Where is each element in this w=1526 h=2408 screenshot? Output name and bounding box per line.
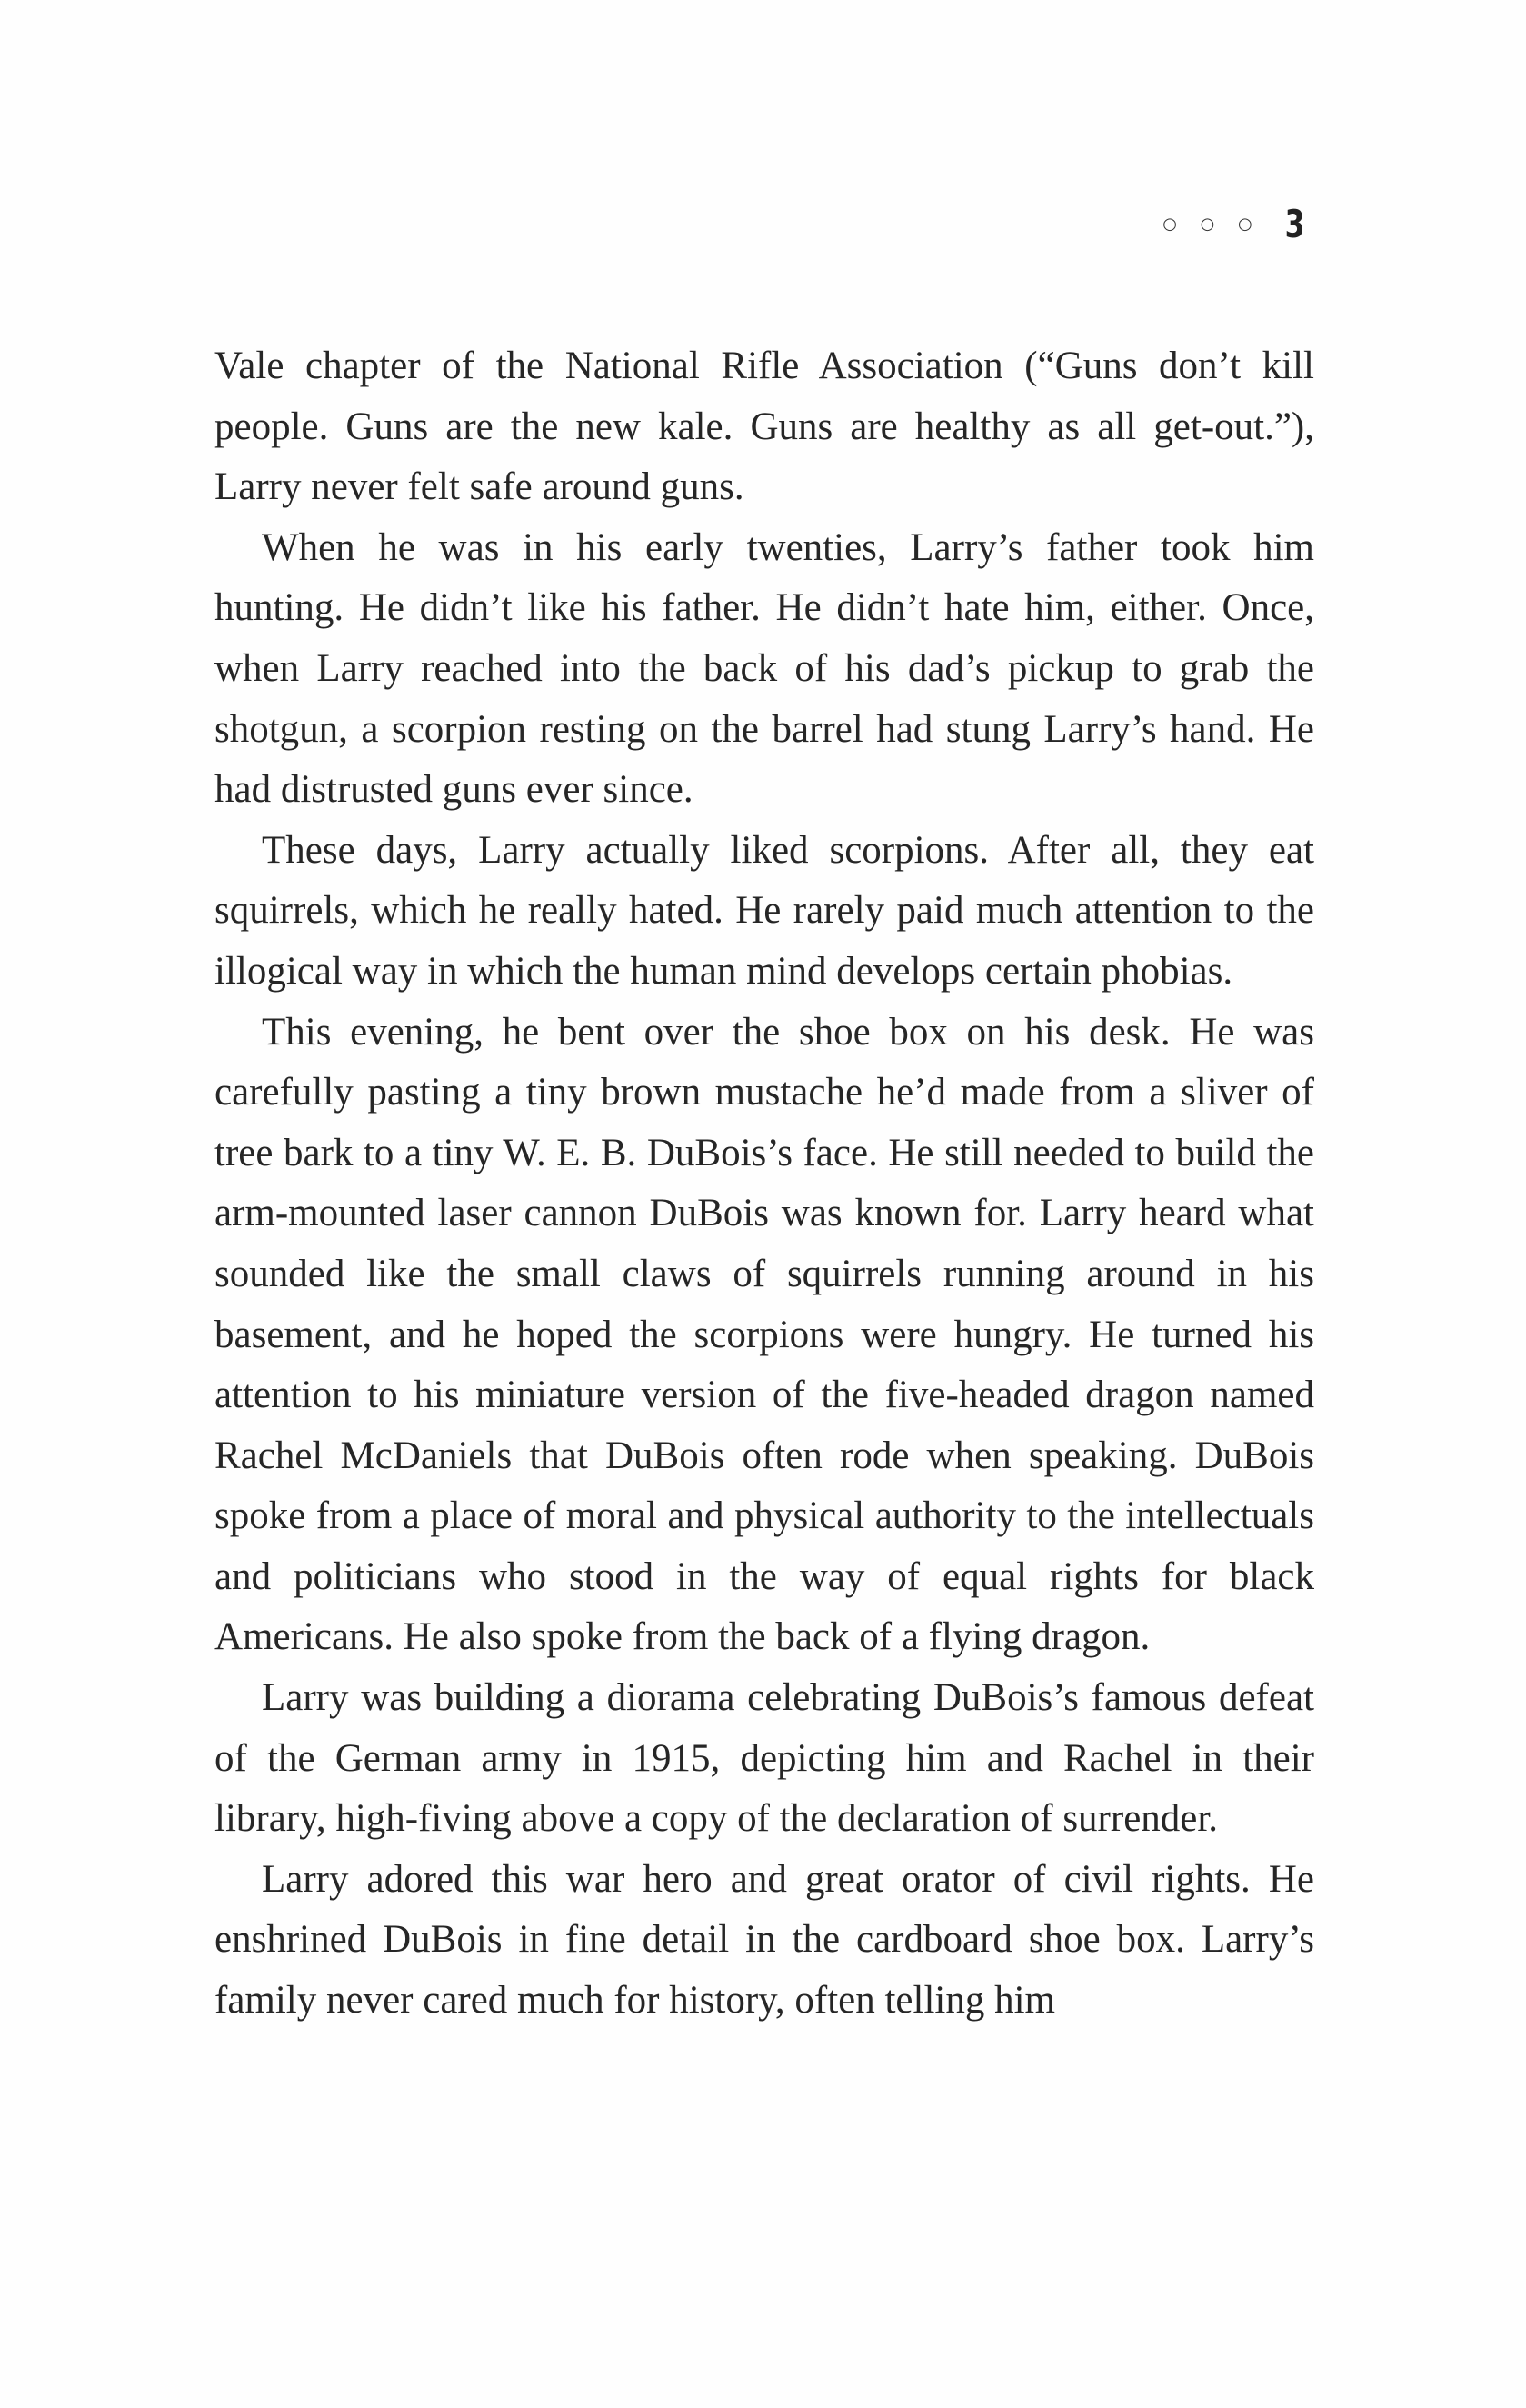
paragraph-4: This evening, he bent over the shoe box on his desk. He was carefully pasting a tiny brown mustache he’d made from a sliver of tree bark to a tiny W. E. B. DuBois’s face. He still needed to build the arm-mounted laser cannon DuBois was known for. Larry heard what sounded like the small claws of squirrels running around in his basement, and he hoped the scorpions were hungry. He turned his attention to his miniature version of the five-headed dragon named Rachel McDaniels that DuBois often rode when speaking. DuBois spoke from a place of moral and physical authority to the intellectuals and politicians who stood in the way of equal rights for black Americans. He also spoke from the back of a flying dragon. bbox=[214, 1010, 1314, 1659]
paragraph-3: These days, Larry actually liked scorpions. After all, they eat squirrels, which he really hated. He rarely paid much attention to the illogical way in which the human mind develops certain phobias. bbox=[214, 828, 1314, 993]
paragraph-5: Larry was building a diorama celebrating DuBois’s famous defeat of the German army in 1915, depicting him and Rachel in their library, high-fiving above a copy of the declaration of surrender. bbox=[214, 1676, 1314, 1841]
header-ornament: ○ ○ ○ bbox=[1162, 215, 1262, 234]
page-number: 3 bbox=[1284, 202, 1305, 246]
body-text bbox=[214, 336, 1314, 2032]
paragraph-1: Vale chapter of the National Rifle Association (“Guns don’t kill people. Guns are the new kale. Guns are healthy as all get-out.”), Larry never felt safe around guns. bbox=[214, 345, 1314, 509]
paragraph-2: When he was in his early twenties, Larry’s father took him hunting. He didn’t like his father. He didn’t hate him, either. Once, when Larry reached into the back of his dad’s pickup to grab the shotgun, a scorpion resting on the barrel had stung Larry’s hand. He had distrusted guns ever since. bbox=[214, 525, 1314, 812]
paragraph-6: Larry adored this war hero and great orator of civil rights. He enshrined DuBois in fine detail in the cardboard shoe box. Larry’s family never cared much for history, often telling him bbox=[214, 1857, 1314, 2023]
page-header bbox=[1162, 202, 1308, 246]
